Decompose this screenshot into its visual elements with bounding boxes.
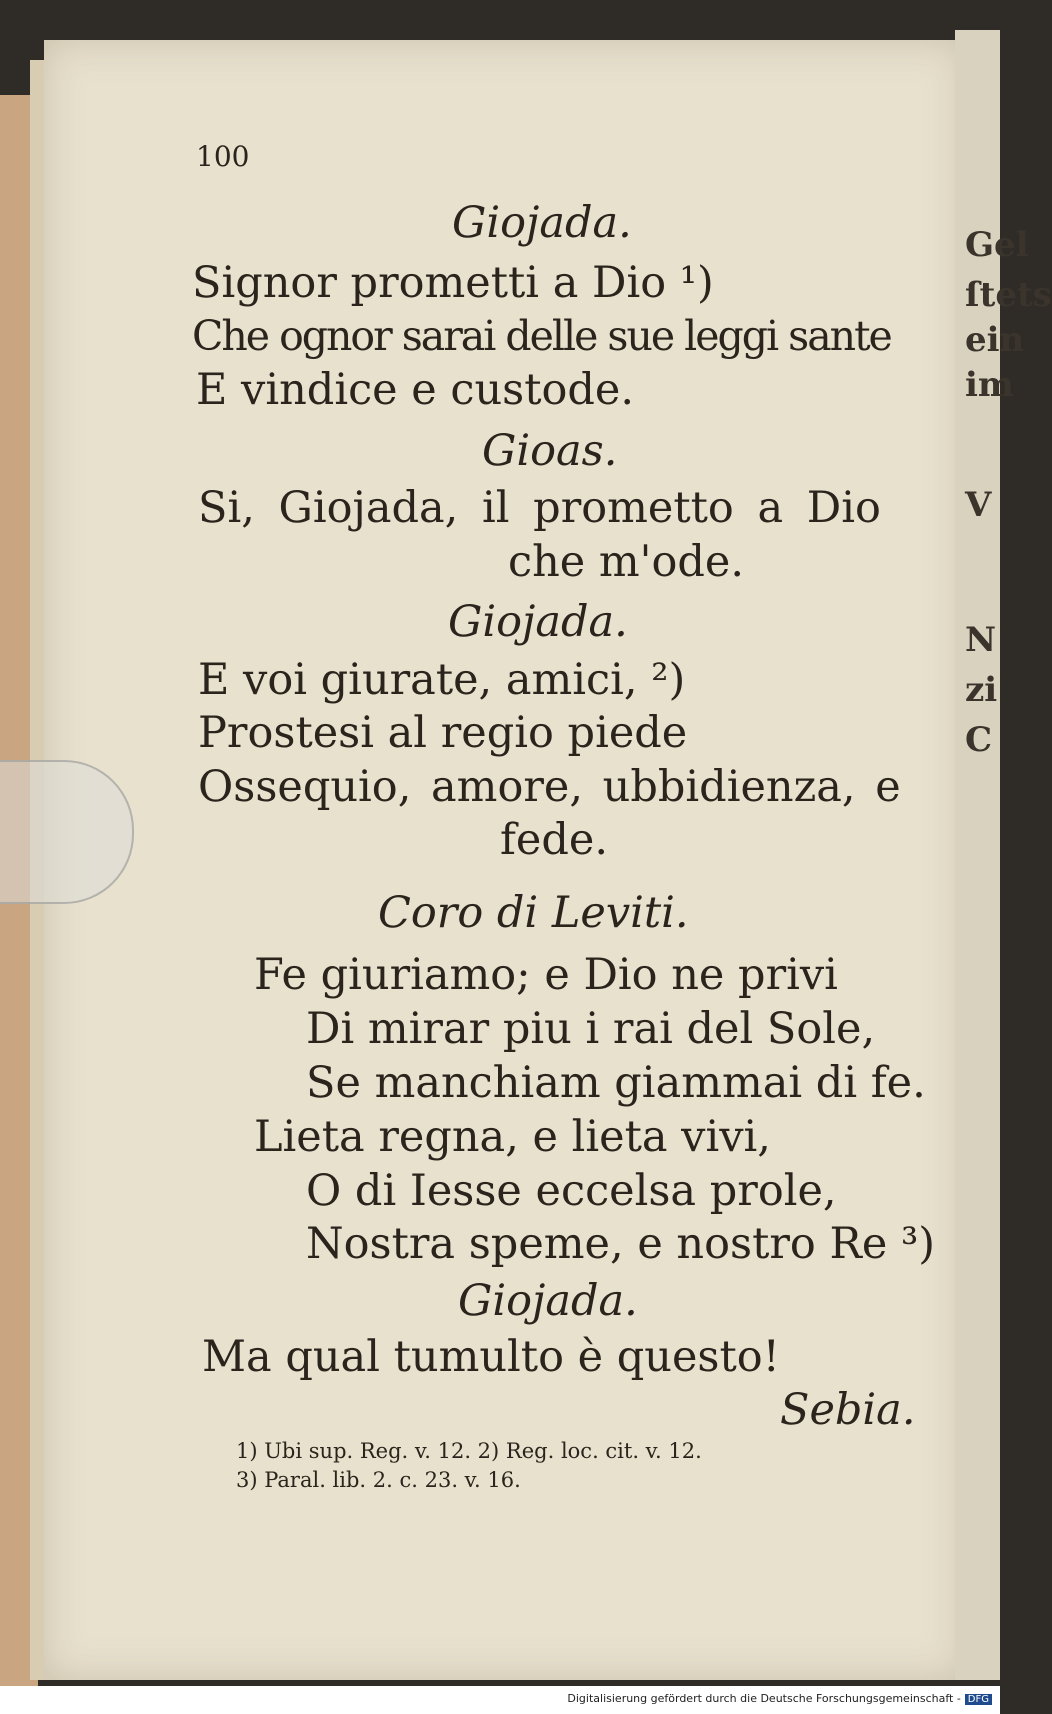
verse-line: Ossequio, amore, ubbidienza, e	[198, 762, 901, 812]
next-page-fragment: zi	[965, 670, 998, 710]
verse-line: Ma qual tumulto è questo!	[202, 1332, 780, 1382]
footnote: 3) Paral. lib. 2. c. 23. v. 16.	[236, 1468, 521, 1492]
verse-line: Se manchiam giammai di fe.	[306, 1058, 926, 1108]
speaker-name: Coro di Leviti.	[378, 888, 689, 938]
next-page-edge	[955, 30, 1052, 1680]
speaker-name: Sebia.	[780, 1385, 916, 1435]
verse-line: E voi giurate, amici, ²)	[198, 655, 686, 705]
next-page-fragment: C	[965, 720, 993, 760]
dfg-logo: DFG	[965, 1694, 992, 1705]
verse-line: Prostesi al regio piede	[198, 708, 688, 758]
digitization-credit	[567, 1692, 992, 1705]
speaker-name: Giojada.	[458, 1276, 638, 1326]
speaker-name: Giojada.	[452, 198, 632, 248]
next-page-fragment: ein	[965, 320, 1025, 360]
page-clip	[0, 760, 134, 904]
next-page-fragment: N	[965, 620, 997, 660]
speaker-name: Gioas.	[482, 426, 618, 476]
verse-line: E vindice e custode.	[196, 365, 635, 415]
speaker-name: Giojada.	[448, 597, 628, 647]
next-page-fragment: V	[965, 485, 992, 525]
verse-line: Lieta regna, e lieta vivi,	[254, 1112, 771, 1162]
next-page-fragment: ſtets	[965, 275, 1052, 315]
verse-line: che m'ode.	[508, 537, 745, 587]
page-number: 100	[196, 140, 250, 173]
verse-line: Che ognor sarai delle sue leggi sante	[192, 312, 891, 360]
credit-text: Digitalisierung gefördert durch die Deutsche Forschungsgemeinschaft -	[567, 1692, 961, 1705]
next-page-fragment: Gel	[965, 225, 1029, 265]
verse-line: Fe giuriamo; e Dio ne privi	[254, 950, 838, 1000]
verse-line: O di Iesse eccelsa prole,	[306, 1166, 837, 1216]
next-page-fragment: im	[965, 365, 1014, 405]
verse-line: fede.	[500, 815, 609, 865]
verse-line: Si, Giojada, il prometto a Dio	[198, 483, 881, 533]
verse-line: Signor prometti a Dio ¹)	[192, 258, 714, 308]
verse-line: Di mirar piu i rai del Sole,	[306, 1004, 876, 1054]
footnote: 1) Ubi sup. Reg. v. 12. 2) Reg. loc. cit. v. 12.	[236, 1439, 702, 1463]
verse-line: Nostra speme, e nostro Re ³)	[306, 1219, 935, 1269]
